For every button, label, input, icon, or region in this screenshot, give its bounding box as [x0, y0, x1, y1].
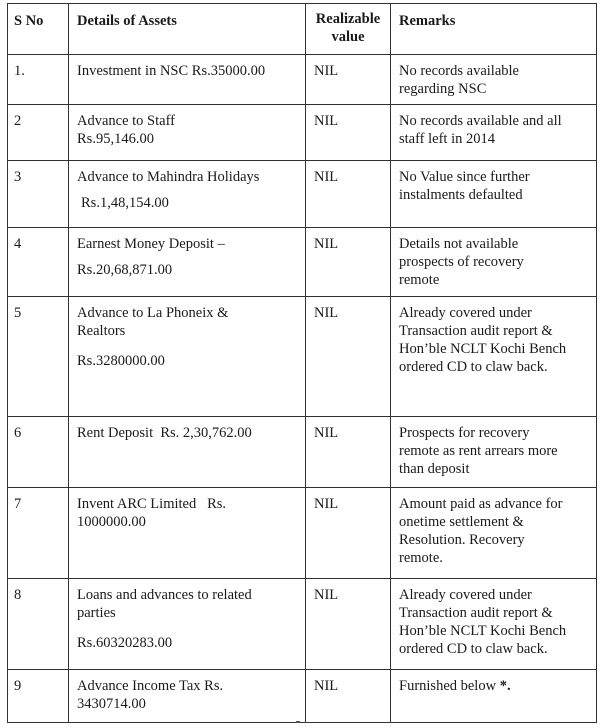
cell-sno: 1.: [8, 55, 69, 105]
remarks-line: No Value since further: [399, 169, 530, 185]
table-row: [8, 297, 597, 417]
table-row: [8, 488, 597, 579]
details-line: Advance to La Phoneix &: [77, 305, 229, 321]
cell-remarks: [391, 579, 597, 670]
cell-details: [69, 297, 306, 417]
cell-sno: 5: [8, 297, 69, 417]
cell-details: [69, 488, 306, 579]
cell-remarks: [391, 228, 597, 297]
remarks-line: Prospects for recovery: [399, 425, 530, 441]
cell-remarks: [391, 488, 597, 579]
remarks-line: [399, 677, 592, 695]
remarks-line: remote: [399, 272, 440, 288]
details-line: Rs.20,68,871.00: [77, 262, 173, 278]
cell-sno: 8: [8, 579, 69, 670]
details-line: 3430714.00: [77, 696, 146, 712]
cell-value: NIL: [306, 105, 391, 161]
remarks-line: staff left in 2014: [399, 131, 495, 147]
cell-sno: 9: [8, 670, 69, 723]
header-value-line2: value: [331, 29, 365, 45]
cell-sno: 6: [8, 417, 69, 488]
remarks-line: Details not available: [399, 236, 519, 252]
details-line: Loans and advances to related: [77, 587, 252, 603]
table-row: [8, 670, 597, 723]
table-row: [8, 228, 597, 297]
remarks-line: Hon’ble NCLT Kochi Bench: [399, 341, 567, 357]
cell-remarks: [391, 161, 597, 228]
cell-value: NIL: [306, 670, 391, 723]
cell-sno: 2: [8, 105, 69, 161]
header-remarks: Remarks: [391, 4, 597, 55]
cell-details: [69, 55, 306, 105]
details-line: Invent ARC Limited Rs.: [77, 496, 227, 512]
cell-details: [69, 228, 306, 297]
details-line: Earnest Money Deposit –: [77, 236, 225, 252]
cell-value: NIL: [306, 579, 391, 670]
remarks-line: Resolution. Recovery: [399, 532, 525, 548]
remarks-line: ordered CD to claw back.: [399, 359, 548, 375]
remarks-line: onetime settlement &: [399, 514, 524, 530]
remarks-line: No records available: [399, 63, 519, 79]
cell-details: [69, 670, 306, 723]
cell-value: NIL: [306, 297, 391, 417]
cell-value: NIL: [306, 161, 391, 228]
remarks-line: No records available and all: [399, 113, 562, 129]
footnote-marker: *.: [499, 678, 511, 694]
details-line: parties: [77, 605, 116, 621]
table-row: [8, 55, 597, 105]
cell-remarks: [391, 105, 597, 161]
details-line: Realtors: [77, 323, 126, 339]
remarks-line: Amount paid as advance for: [399, 496, 563, 512]
remarks-line: regarding NSC: [399, 81, 487, 97]
table-row: [8, 161, 597, 228]
details-line: Advance Income Tax Rs.: [77, 678, 224, 694]
header-realizable-value: [306, 4, 391, 55]
cell-remarks: [391, 297, 597, 417]
details-line: 1000000.00: [77, 514, 146, 530]
cell-remarks: [391, 417, 597, 488]
cell-sno: 7: [8, 488, 69, 579]
remarks-line: Transaction audit report &: [399, 323, 553, 339]
details-line: Advance to Mahindra Holidays: [77, 169, 260, 185]
remarks-line: remote as rent arrears more: [399, 443, 558, 459]
cell-sno: 4: [8, 228, 69, 297]
cell-details: [69, 105, 306, 161]
details-line: Rent Deposit Rs. 2,30,762.00: [77, 425, 252, 441]
details-line: Investment in NSC Rs.35000.00: [77, 63, 266, 79]
cell-details: [69, 579, 306, 670]
remarks-line: ordered CD to claw back.: [399, 641, 548, 657]
remarks-text: Furnished below: [399, 678, 500, 694]
cell-value: NIL: [306, 417, 391, 488]
details-line: Rs.95,146.00: [77, 131, 154, 147]
page-mark: [296, 721, 300, 723]
cell-value: NIL: [306, 488, 391, 579]
remarks-line: Hon’ble NCLT Kochi Bench: [399, 623, 567, 639]
remarks-line: Transaction audit report &: [399, 605, 553, 621]
cell-value: NIL: [306, 55, 391, 105]
remarks-line: remote.: [399, 550, 443, 566]
cell-sno: 3: [8, 161, 69, 228]
header-sno: S No: [8, 4, 69, 55]
remarks-line: Already covered under: [399, 587, 532, 603]
details-line: Rs.3280000.00: [77, 353, 165, 369]
cell-value: NIL: [306, 228, 391, 297]
details-line: Rs.1,48,154.00: [81, 195, 169, 211]
details-line: Advance to Staff: [77, 113, 175, 129]
assets-table: [7, 3, 597, 723]
table-row: [8, 417, 597, 488]
table-header-row: [8, 4, 597, 55]
table-row: [8, 105, 597, 161]
remarks-line: instalments defaulted: [399, 187, 523, 203]
table-row: [8, 579, 597, 670]
details-line: Rs.60320283.00: [77, 635, 173, 651]
remarks-line: Already covered under: [399, 305, 532, 321]
remarks-line: than deposit: [399, 461, 470, 477]
header-details: Details of Assets: [69, 4, 306, 55]
cell-details: [69, 161, 306, 228]
cell-remarks: [391, 55, 597, 105]
cell-remarks: [391, 670, 597, 723]
header-value-line1: Realizable: [315, 11, 381, 27]
remarks-line: prospects of recovery: [399, 254, 524, 270]
cell-details: [69, 417, 306, 488]
